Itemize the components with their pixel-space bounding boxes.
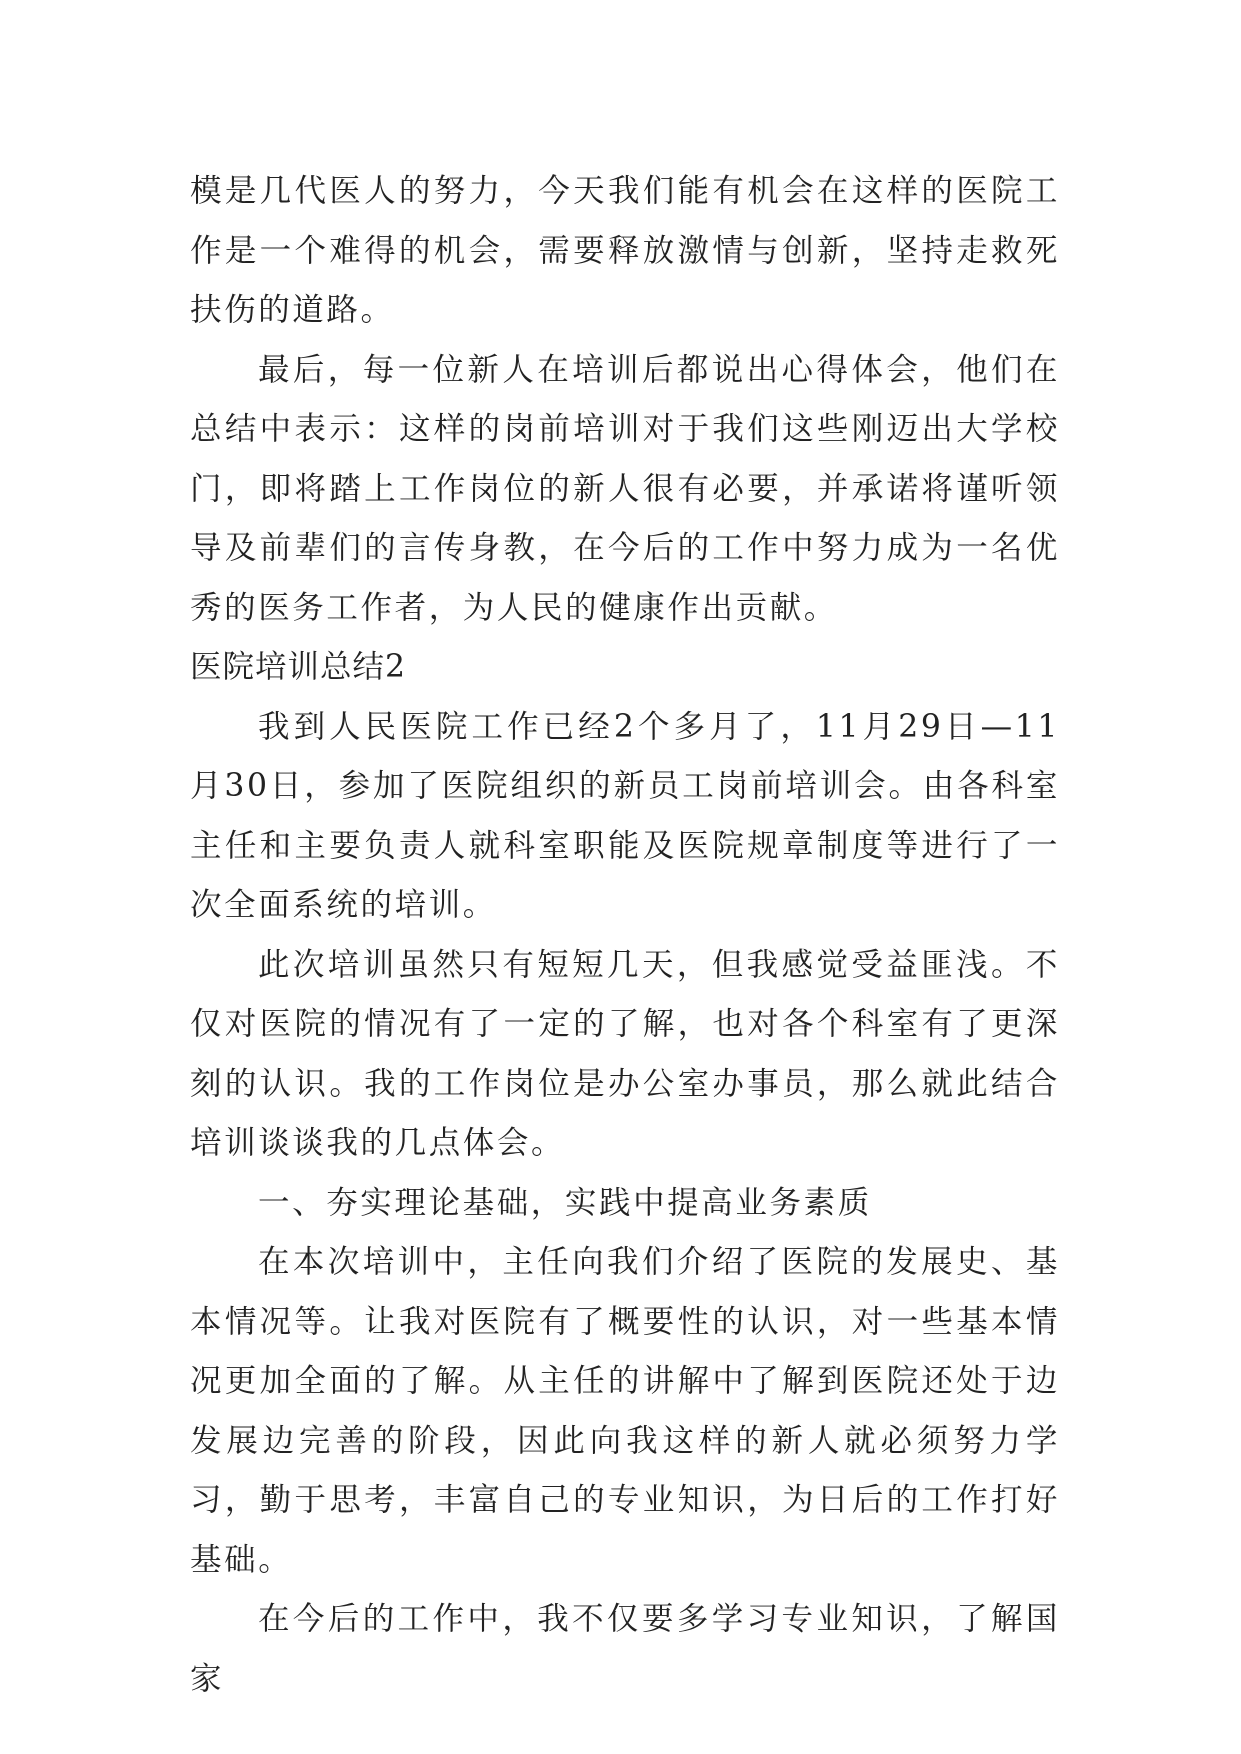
paragraph-continuation: 模是几代医人的努力，今天我们能有机会在这样的医院工作是一个难得的机会，需要释放激情与创新，坚持走救死扶伤的道路。 — [190, 173, 1060, 328]
subheading-point-one: 一、夯实理论基础，实践中提高业务素质 — [258, 1184, 872, 1221]
section-heading: 医院培训总结2 — [190, 649, 407, 685]
paragraph-conclusion: 最后，每一位新人在培训后都说出心得体会，他们在总结中表示：这样的岗前培训对于我们这些刚迈出大学校门，即将踏上工作岗位的新人很有必要，并承诺将谨听领导及前辈们的言传身教，在今后的工作中努力成为一名优秀的医务工作者，为人民的健康作出贡献。 — [190, 351, 1060, 626]
paragraph-intro: 我到人民医院工作已经2个多月了，11月29日—11月30日，参加了医院组织的新员工岗前培训会。由各科室主任和主要负责人就科室职能及医院规章制度等进行了一次全面系统的培训。 — [190, 708, 1060, 923]
paragraph-benefit: 此次培训虽然只有短短几天，但我感觉受益匪浅。不仅对医院的情况有了一定的了解，也对各个科室有了更深刻的认识。我的工作岗位是办公室办事员，那么就此结合培训谈谈我的几点体会。 — [190, 946, 1060, 1161]
document-body — [190, 162, 1060, 1709]
paragraph-training-content: 在本次培训中，主任向我们介绍了医院的发展史、基本情况等。让我对医院有了概要性的认识，对一些基本情况更加全面的了解。从主任的讲解中了解到医院还处于边发展边完善的阶段，因此向我这样的新人就必须努力学习，勤于思考，丰富自己的专业知识，为日后的工作打好基础。 — [190, 1244, 1060, 1578]
paragraph-future-work: 在今后的工作中，我不仅要多学习专业知识，了解国家 — [190, 1601, 1060, 1697]
